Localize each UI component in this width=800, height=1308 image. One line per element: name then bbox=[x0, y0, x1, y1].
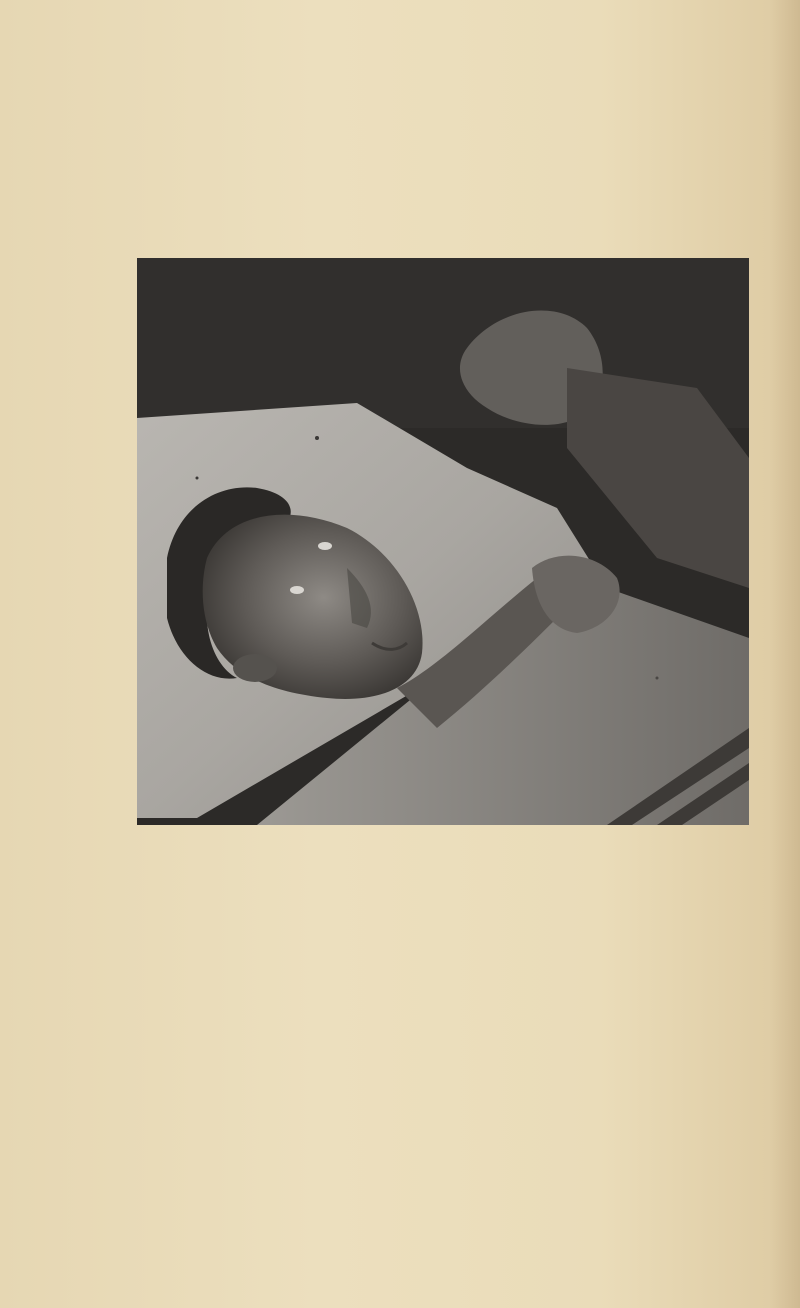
photograph-patient-in-bed bbox=[137, 258, 749, 825]
figure-photograph bbox=[137, 258, 749, 825]
page-edge-shadow bbox=[770, 0, 800, 1308]
running-header bbox=[128, 44, 688, 74]
